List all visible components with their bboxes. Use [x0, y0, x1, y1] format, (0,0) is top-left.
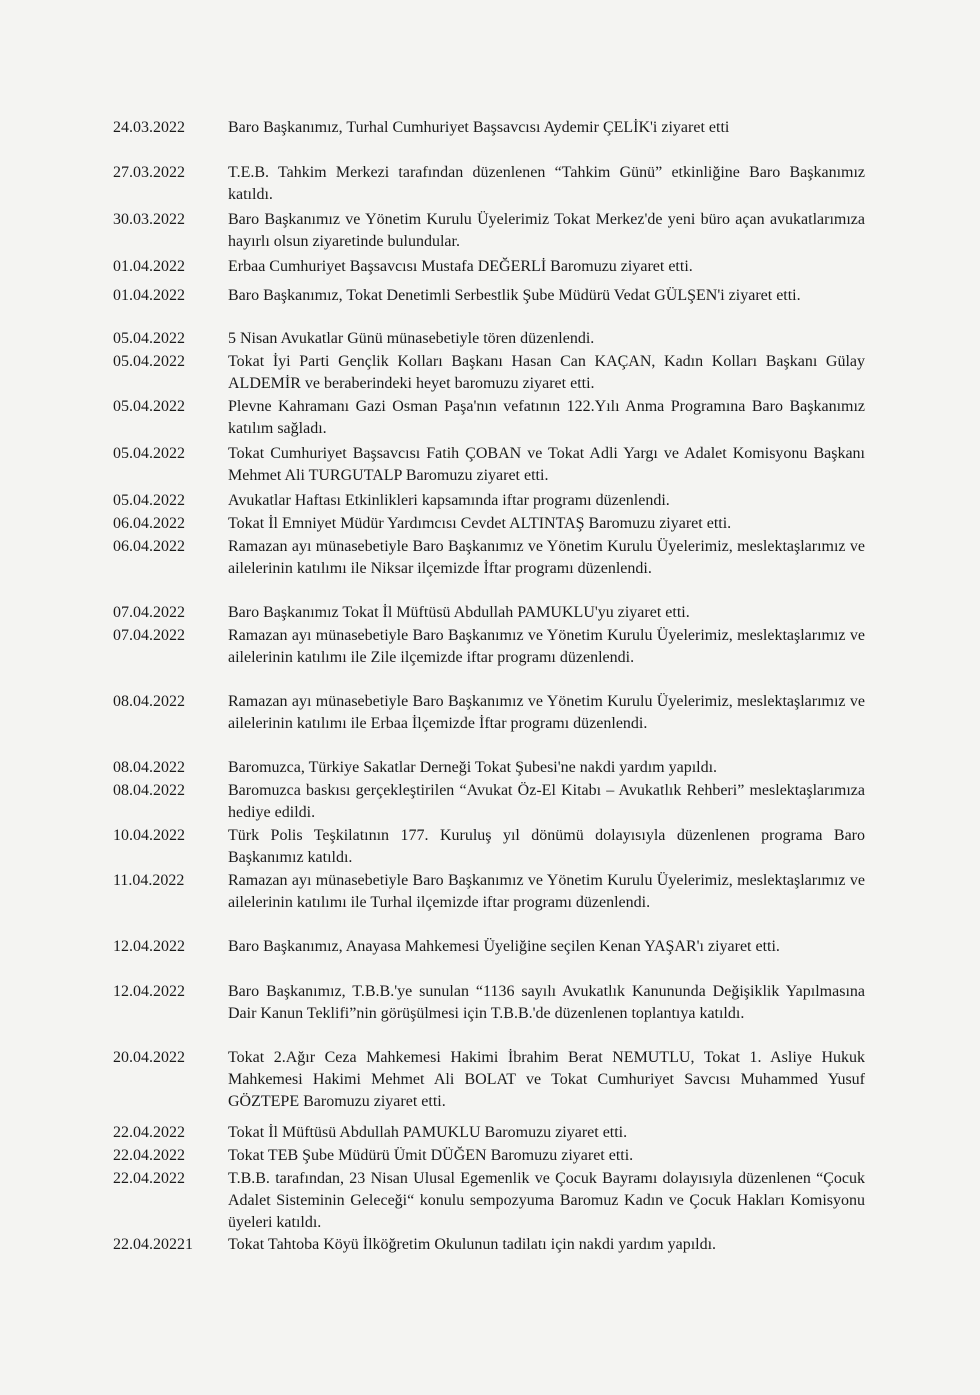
entry-date: 22.04.2022	[113, 1170, 185, 1187]
entry-date: 08.04.2022	[113, 693, 185, 710]
entry-date: 08.04.2022	[113, 782, 185, 799]
entry-text: Ramazan ayı münasebetiyle Baro Başkanımız ve Yönetim Kurulu Üyelerimiz, meslektaşlarımız ve ailelerinin katılımı ile Turhal ilçemizde iftar programı düzenlendi.	[228, 872, 865, 911]
entry-text: Baro Başkanımız, Anayasa Mahkemesi Üyeliğine seçilen Kenan YAŞAR'ı ziyaret etti.	[228, 938, 780, 955]
entry-date: 11.04.2022	[113, 872, 185, 889]
list-item	[113, 602, 865, 624]
entry-date: 07.04.2022	[113, 604, 185, 621]
entry-date: 05.04.2022	[113, 492, 185, 509]
list-item	[113, 209, 865, 253]
entry-text: Baro Başkanımız ve Yönetim Kurulu Üyelerimiz Tokat Merkez'de yeni büro açan avukatlarımıza hayırlı olsun ziyaretinde bulundular.	[228, 211, 865, 250]
entry-text: Avukatlar Haftası Etkinlikleri kapsamında iftar programı düzenlendi.	[228, 492, 670, 509]
entry-date: 12.04.2022	[113, 983, 185, 1000]
entry-date: 05.04.2022	[113, 445, 185, 462]
entry-text: T.E.B. Tahkim Merkezi tarafından düzenlenen “Tahkim Günü” etkinliğine Baro Başkanımız katıldı.	[228, 164, 865, 203]
entry-text: Baro Başkanımız, Tokat Denetimli Serbestlik Şube Müdürü Vedat GÜLŞEN'i ziyaret etti.	[228, 287, 801, 304]
list-item	[113, 328, 865, 350]
entry-text: Tokat Tahtoba Köyü İlköğretim Okulunun tadilatı için nakdi yardım yapıldı.	[228, 1236, 717, 1253]
entry-text: Tokat İyi Parti Gençlik Kolları Başkanı Hasan Can KAÇAN, Kadın Kolları Başkanı Gülay ALDEMİR ve beraberindeki heyet baromuzu ziyaret etti.	[228, 353, 865, 392]
list-item	[113, 490, 865, 512]
entry-date: 05.04.2022	[113, 330, 185, 347]
entry-text: Türk Polis Teşkilatının 177. Kuruluş yıl dönümü dolayısıyla düzenlenen programa Baro Başkanımız katıldı.	[228, 827, 865, 866]
list-item	[113, 396, 865, 440]
entry-date: 10.04.2022	[113, 827, 185, 844]
list-item	[113, 351, 865, 395]
entry-text: Tokat İl Emniyet Müdür Yardımcısı Cevdet ALTINTAŞ Baromuzu ziyaret etti.	[228, 515, 732, 532]
entry-date: 27.03.2022	[113, 164, 185, 181]
entry-date: 22.04.20221	[113, 1236, 193, 1253]
entry-text: Ramazan ayı münasebetiyle Baro Başkanımız ve Yönetim Kurulu Üyelerimiz, meslektaşlarımız ve ailelerinin katılımı ile Zile ilçemizde iftar programı düzenlendi.	[228, 627, 865, 666]
entry-date: 01.04.2022	[113, 287, 185, 304]
entry-text: Erbaa Cumhuriyet Başsavcısı Mustafa DEĞERLİ Baromuzu ziyaret etti.	[228, 258, 693, 275]
entry-date: 08.04.2022	[113, 759, 185, 776]
entry-date: 05.04.2022	[113, 353, 185, 370]
entry-date: 24.03.2022	[113, 119, 185, 136]
entry-text: Baro Başkanımız, Turhal Cumhuriyet Başsavcısı Aydemir ÇELİK'i ziyaret etti	[228, 119, 730, 136]
entry-date: 20.04.2022	[113, 1049, 185, 1066]
list-item	[113, 936, 865, 958]
entry-text: Ramazan ayı münasebetiyle Baro Başkanımız ve Yönetim Kurulu Üyelerimiz, meslektaşlarımız ve ailelerinin katılımı ile Niksar ilçemizde İftar programı düzenlendi.	[228, 538, 865, 577]
entry-text: Tokat TEB Şube Müdürü Ümit DÜĞEN Baromuzu ziyaret etti.	[228, 1147, 634, 1164]
list-item	[113, 513, 865, 535]
list-item	[113, 1047, 865, 1113]
entry-text: Ramazan ayı münasebetiyle Baro Başkanımız ve Yönetim Kurulu Üyelerimiz, meslektaşlarımız ve ailelerinin katılımı ile Erbaa İlçemizde İftar programı düzenlendi.	[228, 693, 865, 732]
list-item	[113, 870, 865, 914]
entry-date: 12.04.2022	[113, 938, 185, 955]
entry-text: 5 Nisan Avukatlar Günü münasebetiyle tören düzenlendi.	[228, 330, 595, 347]
entry-date: 05.04.2022	[113, 398, 185, 415]
entry-text: Baromuzca baskısı gerçekleştirilen “Avukat Öz-El Kitabı – Avukatlık Rehberi” meslektaşlarımıza hediye edildi.	[228, 782, 865, 821]
entry-text: Plevne Kahramanı Gazi Osman Paşa'nın vefatının 122.Yılı Anma Programına Baro Başkanımız katılım sağladı.	[228, 398, 865, 437]
list-item	[113, 825, 865, 869]
list-item	[113, 256, 865, 278]
entry-date: 30.03.2022	[113, 211, 185, 228]
entry-date: 22.04.2022	[113, 1124, 185, 1141]
entry-date: 06.04.2022	[113, 515, 185, 532]
entry-date: 22.04.2022	[113, 1147, 185, 1164]
entry-text: Tokat Cumhuriyet Başsavcısı Fatih ÇOBAN ve Tokat Adli Yargı ve Adalet Komisyonu Başkanı Mehmet Ali TURGUTALP Baromuzu ziyaret etti.	[228, 445, 865, 484]
entry-text: Baro Başkanımız Tokat İl Müftüsü Abdullah PAMUKLU'yu ziyaret etti.	[228, 604, 690, 621]
entry-date: 01.04.2022	[113, 258, 185, 275]
list-item	[113, 625, 865, 669]
list-item	[113, 117, 865, 139]
entry-text: T.B.B. tarafından, 23 Nisan Ulusal Egemenlik ve Çocuk Bayramı dolayısıyla düzenlenen “Çocuk Adalet Sisteminin Geleceği“ konulu sempozyuma Baromuz Kadın ve Çocuk Hakları Komisyonu üyeleri katıldı.	[228, 1170, 865, 1231]
entry-date: 07.04.2022	[113, 627, 185, 644]
list-item	[113, 780, 865, 824]
entry-date: 06.04.2022	[113, 538, 185, 555]
list-item	[113, 443, 865, 487]
list-item	[113, 1122, 865, 1144]
list-item	[113, 981, 865, 1025]
list-item	[113, 285, 865, 307]
entry-text: Baromuzca, Türkiye Sakatlar Derneği Tokat Şubesi'ne nakdi yardım yapıldı.	[228, 759, 718, 776]
list-item	[113, 757, 865, 779]
list-item	[113, 691, 865, 735]
entry-text: Tokat İl Müftüsü Abdullah PAMUKLU Baromuzu ziyaret etti.	[228, 1124, 628, 1141]
list-item	[113, 1168, 865, 1234]
entry-text: Baro Başkanımız, T.B.B.'ye sunulan “1136 sayılı Avukatlık Kanununda Değişiklik Yapılmasına Dair Kanun Teklifi”nin görüşülmesi için T.B.B.'de düzenlenen toplantıya katıldı.	[228, 983, 865, 1022]
list-item	[113, 536, 865, 580]
list-item	[113, 162, 865, 206]
entry-text: Tokat 2.Ağır Ceza Mahkemesi Hakimi İbrahim Berat NEMUTLU, Tokat 1. Asliye Hukuk Mahkemesi Hakimi Mehmet Ali BOLAT ve Tokat Cumhuriyet Savcısı Muhammed Yusuf GÖZTEPE Baromuzu ziyaret etti.	[228, 1049, 865, 1110]
list-item	[113, 1234, 865, 1256]
list-item	[113, 1145, 865, 1167]
